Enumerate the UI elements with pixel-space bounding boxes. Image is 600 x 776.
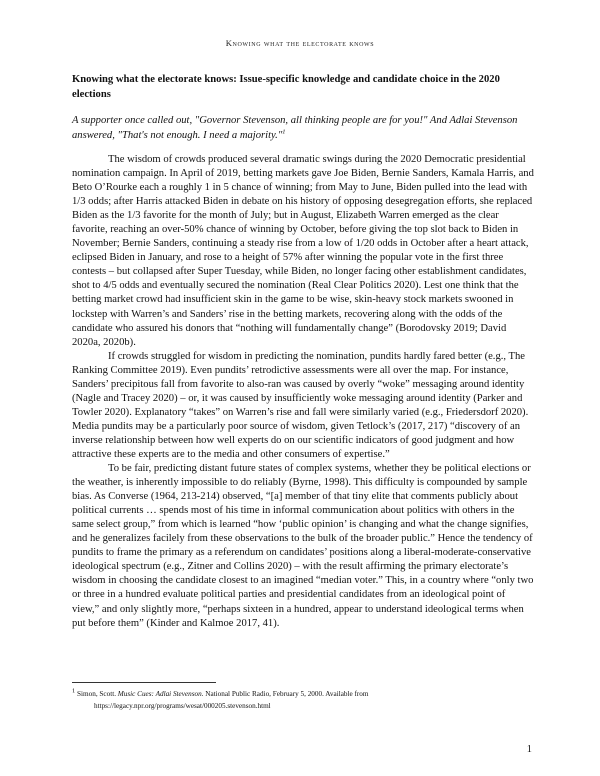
footnote-details: National Public Radio, February 5, 2000. Available from <box>205 690 369 698</box>
paragraph-1: The wisdom of crowds produced several dramatic swings during the 2020 Democratic presidential nomination campaign. In April of 2019, betting markets gave Joe Biden, Bernie Sanders, Kamala Harris, and Beto O’Rourke each a roughly 1 in 5 chance of winning; from May to June, Biden pulled into the lead with 1/3 odds; after Harris attacked Biden in debate on his history of opposing desegregation efforts, she replaced Biden as the 1/3 favorite for the month of July; but in August, Elizabeth Warren emerged as the clear favorite, reaching an over-50% chance of winning by October, before giving the top slot back to Biden in November; Bernie Sanders, continuing a steady rise from a low of 1/20 odds in October after a heart attack, eclipsed Biden in January, and rose to a height of 57% after winning the popular vote in the first three contests – but collapsed after Super Tuesday, while Biden, no longer facing other establishment candidates, shot to 4/5 odds and eventually secured the nomination (Real Clear Politics 2020). Lest one think that the betting market crowd had insufficient skin in the game to be wise, skin-heavy stock markets swooned in lockstep with Warren’s and Sanders’ rise in the betting markets, recovering along with the odds of the candidate who assured his donors that “nothing will fundamentally change” (Borodovsky 2019; David 2020a, 2020b). <box>72 154 534 348</box>
epigraph <box>72 113 534 143</box>
epigraph-text: A supporter once called out, "Governor Stevenson, all thinking people are for you!" And Adlai Stevenson answered, "That's not enough. I need a majority." <box>72 115 518 141</box>
footnote-url[interactable]: https://legacy.npr.org/programs/wesat/000205.stevenson.html <box>94 702 271 710</box>
paper-title: Knowing what the electorate knows: Issue-specific knowledge and candidate choice in the 2020 elections <box>72 74 500 100</box>
footnote-marker[interactable]: 1 <box>282 128 286 136</box>
body-text <box>72 153 534 631</box>
footnote-line <box>72 688 512 700</box>
footnote-separator <box>72 682 216 683</box>
footnote-number: 1 <box>72 687 76 695</box>
paragraph-2: If crowds struggled for wisdom in predicting the nomination, pundits hardly fared better (e.g., The Ranking Committee 2019). Even pundits’ retrodictive assessments were all over the map. For instance, Sanders’ precipitous fall from favorite to also-ran was caused by overly “woke” messaging around identity (Nagle and Tracey 2020) – or, it was caused by insufficiently woke messaging around identity (Parker and Towler 2020). Explanatory “takes” on Warren’s rise and fall were similarly varied (e.g., Friedersdorf 2020). Media pundits may be a particularly poor source of wisdom, given Tetlock’s (2017, 217) “discovery of an inverse relationship between how well experts do on our scientific indicators of good judgment and how attractive these experts are to the media and other consumers of expertise.” <box>72 350 529 460</box>
footnote-work: Music Cues: Adlai Stevenson. <box>117 690 204 698</box>
paragraph-3: To be fair, predicting distant future states of complex systems, whether they be political elections or the weather, is inherently impossible to do reliably (Byrne, 1998). This difficulty is compounded by sample bias. As Converse (1964, 213-214) observed, “[a] member of that tiny elite that comments publicly about political currents … spends most of his time in informal communication about politics with others in the same select group,” from which is learned “how ‘public opinion’ is changing and what the change signifies, and he generalizes facilely from these observations to the bulk of the broader public.” Hence the tendency of pundits to frame the primary as a referendum on candidates’ positions along a liberal-moderate-conservative ideological spectrum (e.g., Zitner and Collins 2020) – with the result affirming the primary electorate’s wisdom in choosing the candidate closest to an imagined “median voter.” This, in a country where “only two or three in a hundred evaluate political parties and presidential candidates from an ideological point of view,” and only slightly more, “perhaps sixteen in a hundred, appear to understand ideological terms when put before them” (Kinder and Kalmoe 2017, 41). <box>72 463 534 629</box>
footnote-author: Simon, Scott. <box>77 690 116 698</box>
footnote <box>72 688 512 712</box>
page-number: 1 <box>526 744 532 755</box>
running-head: Knowing what the electorate knows <box>225 38 375 48</box>
